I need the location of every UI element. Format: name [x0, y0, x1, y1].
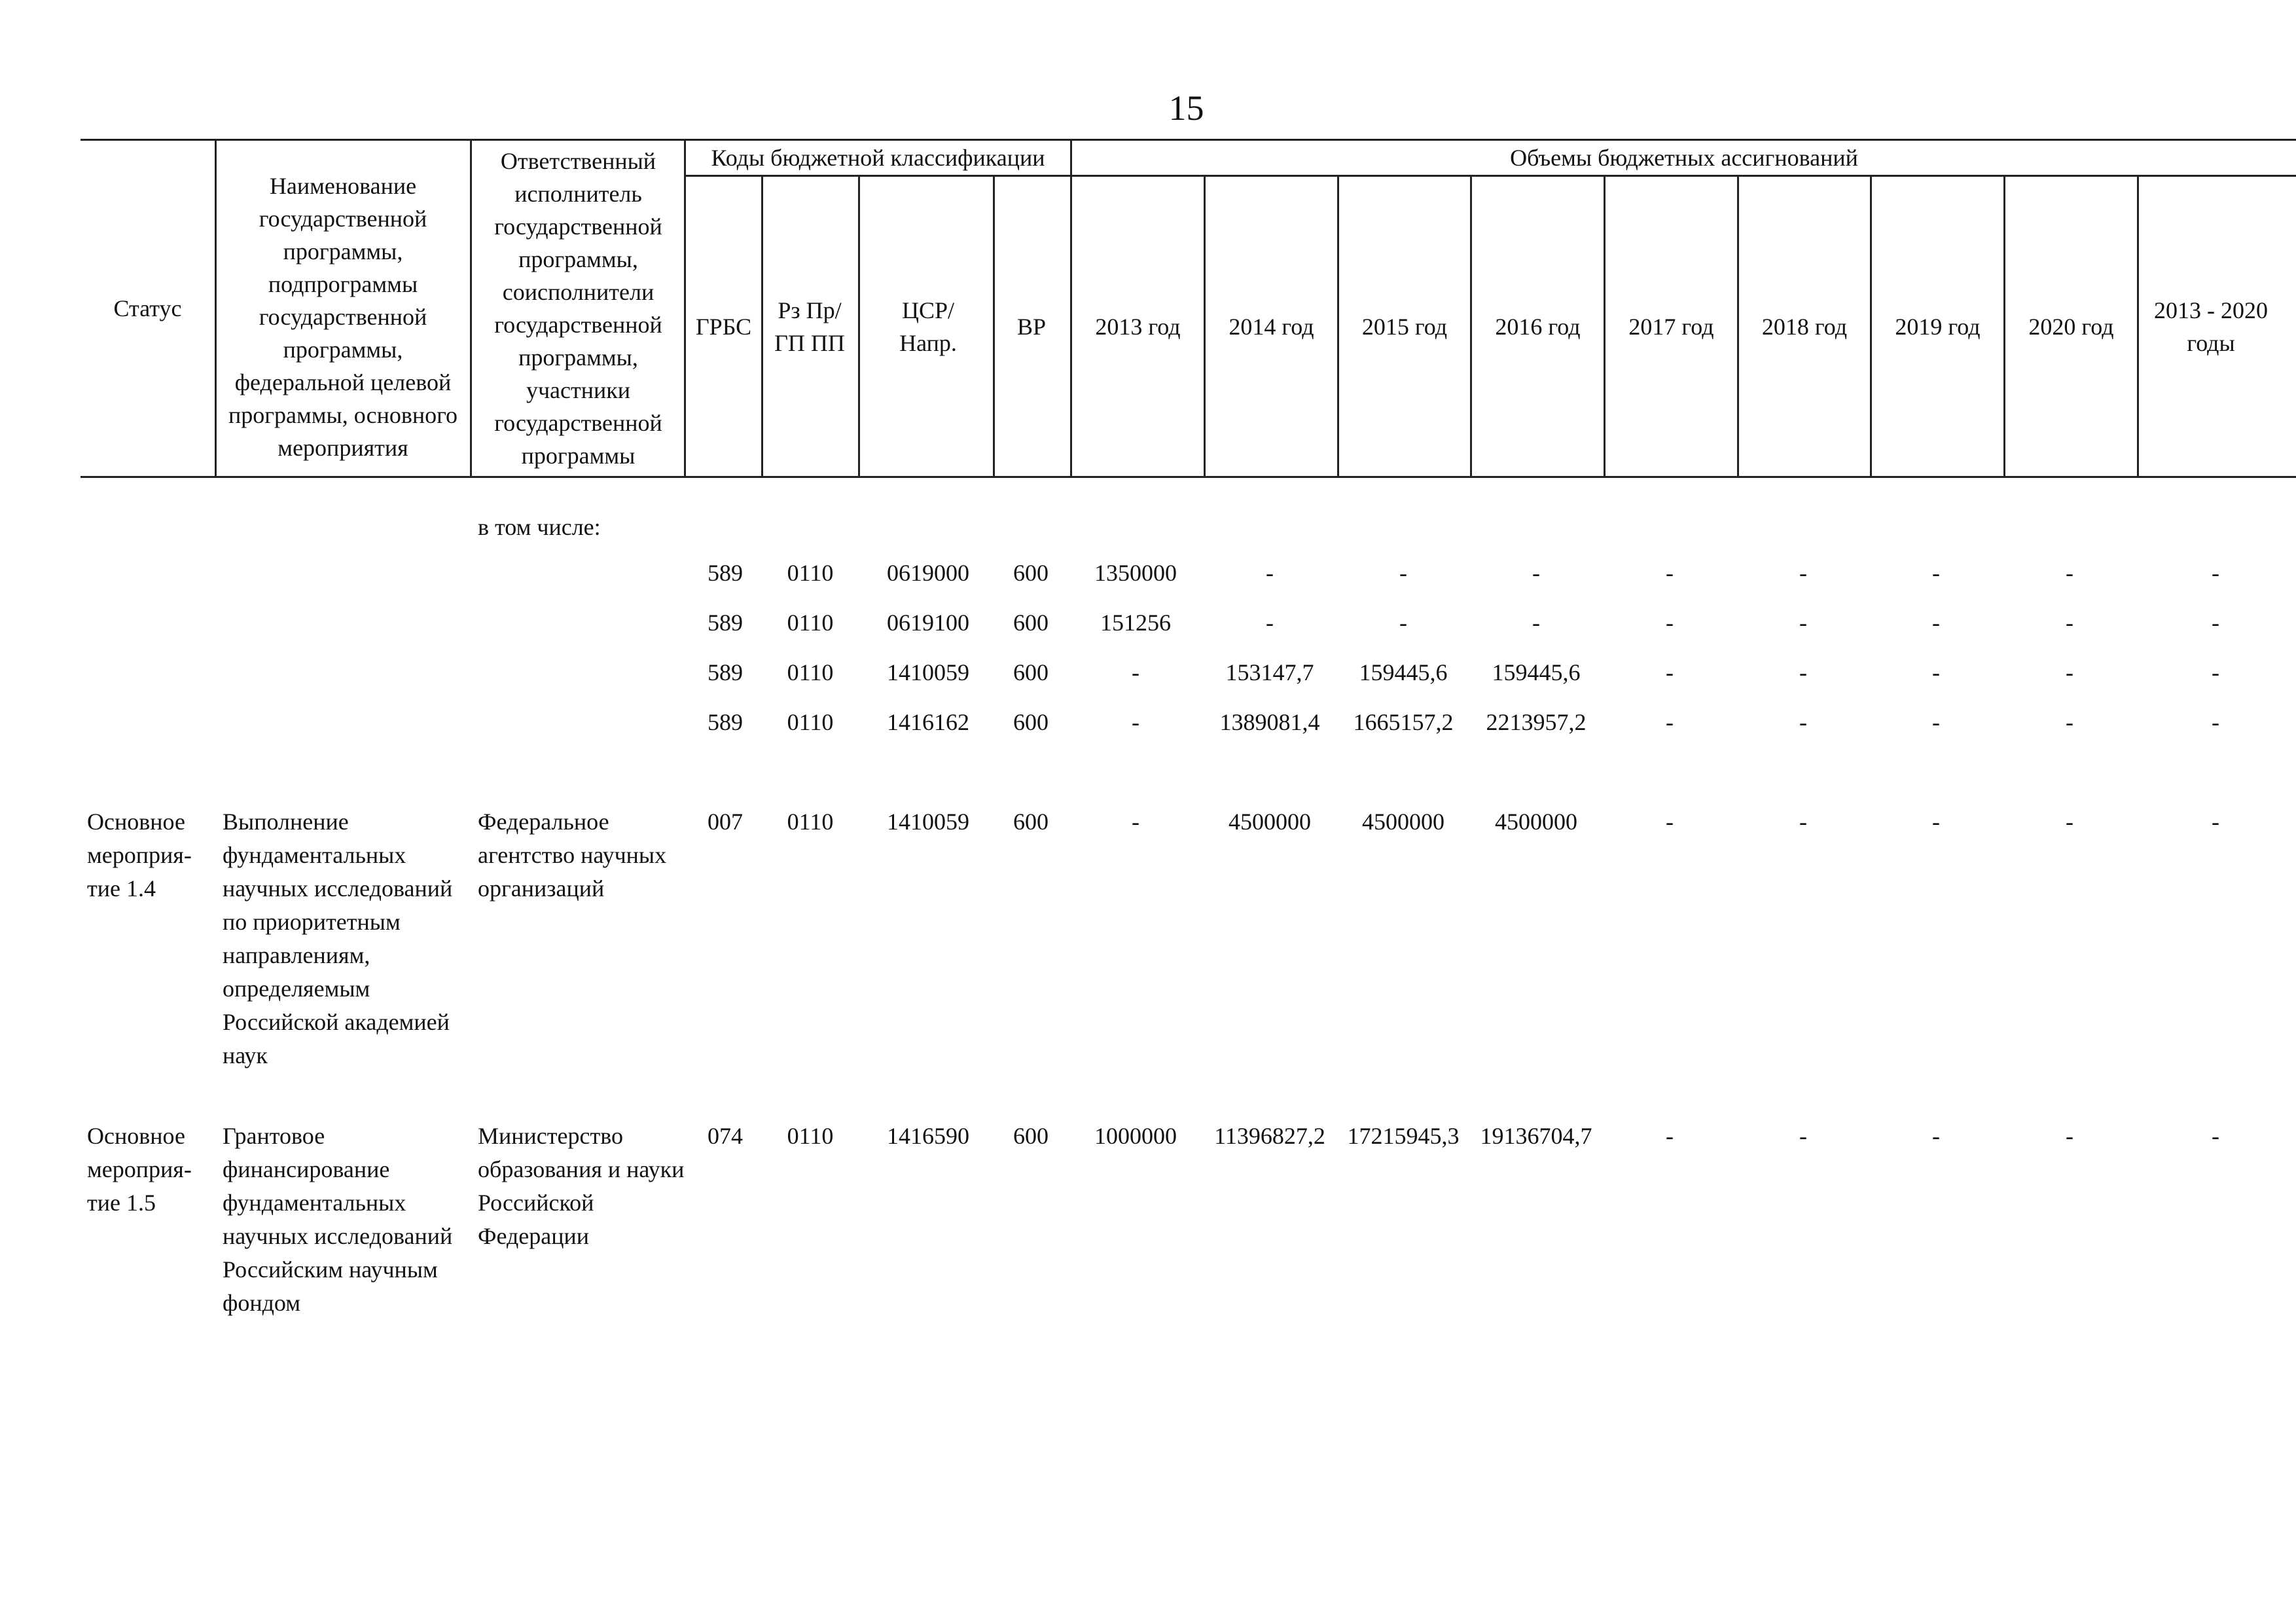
cell-value: 4500000	[1495, 809, 1577, 835]
measure-name: Выполнение фундаментальных научных исследований по приоритетным направлениям, определяемым Российской академией наук	[223, 809, 453, 1068]
header-status: Статус	[113, 295, 182, 321]
cell-vr: 600	[1013, 709, 1049, 735]
cell-value: -	[1132, 809, 1139, 835]
cell-value: 153147,7	[1225, 659, 1314, 685]
header-vr: ВР	[1016, 313, 1047, 340]
cell-value: -	[1799, 1123, 1807, 1149]
cell-value: -	[1532, 610, 1540, 636]
cell-value: -	[1266, 610, 1274, 636]
cell-value: -	[2066, 709, 2073, 735]
cell-value: -	[1799, 659, 1807, 685]
cell-value: -	[1666, 610, 1674, 636]
cell-vr: 600	[1013, 610, 1049, 636]
cell-csr: 1416590	[887, 1123, 969, 1149]
cell-value: 1350000	[1094, 560, 1177, 586]
cell-value: 159445,6	[1359, 659, 1448, 685]
cell-grbs: 074	[708, 1123, 743, 1149]
page-number: 15	[1168, 88, 1204, 128]
cell-value: -	[1932, 560, 1940, 586]
header-program-name: Наименование государственной программы, подпрограммы государственной программы, федеральной целевой программы, основного мероприятия	[228, 172, 458, 461]
cell-value: -	[1266, 560, 1274, 586]
header-csr: ЦСР/ Напр.	[899, 297, 957, 356]
cell-vr: 600	[1013, 1123, 1049, 1149]
measure-executor: Министерство образования и науки Российской Федерации	[478, 1123, 685, 1249]
header-year: 2020 год	[2028, 313, 2114, 340]
cell-value: -	[2212, 809, 2219, 835]
header-year: 2018 год	[1761, 313, 1848, 340]
cell-value: -	[1666, 709, 1674, 735]
cell-value: 1389081,4	[1219, 709, 1320, 735]
cell-grbs: 589	[708, 709, 743, 735]
cell-value: -	[1932, 709, 1940, 735]
cell-rz: 0110	[787, 809, 834, 835]
cell-value: 2213957,2	[1486, 709, 1587, 735]
header-year-total: 2013 - 2020 годы	[2154, 297, 2268, 356]
cell-grbs: 589	[708, 659, 743, 685]
cell-value: -	[1399, 560, 1407, 586]
measure-status: Основное мероприя- тие 1.5	[87, 1123, 192, 1216]
cell-value: 17215945,3	[1347, 1123, 1460, 1149]
cell-rz: 0110	[787, 1123, 834, 1149]
header-year: 2014 год	[1229, 313, 1314, 340]
cell-value: -	[1666, 809, 1674, 835]
header-year: 2016 год	[1495, 313, 1581, 340]
header-rz-pr: Рз Пр/ ГП ПП	[774, 297, 845, 356]
cell-csr: 1416162	[887, 709, 969, 735]
cell-csr: 1410059	[887, 659, 969, 685]
cell-csr: 0619100	[887, 610, 969, 636]
cell-value: 151256	[1100, 610, 1171, 636]
cell-value: -	[2212, 659, 2219, 685]
cell-value: 11396827,2	[1214, 1123, 1325, 1149]
cell-value: -	[2212, 560, 2219, 586]
cell-value: 159445,6	[1492, 659, 1581, 685]
header-year: 2017 год	[1628, 313, 1714, 340]
cell-value: -	[2066, 610, 2073, 636]
cell-value: 1000000	[1094, 1123, 1177, 1149]
cell-value: -	[1799, 809, 1807, 835]
cell-rz: 0110	[787, 709, 834, 735]
cell-value: -	[2212, 610, 2219, 636]
cell-value: -	[1132, 659, 1139, 685]
header-year: 2015 год	[1361, 313, 1448, 340]
header-volumes-group: Объемы бюджетных ассигнований	[1510, 145, 1858, 171]
cell-grbs: 589	[708, 610, 743, 636]
cell-value: -	[1799, 610, 1807, 636]
cell-value: -	[1932, 1123, 1940, 1149]
cell-value: -	[2066, 659, 2073, 685]
cell-csr: 1410059	[887, 809, 969, 835]
header-year: 2013 год	[1095, 313, 1181, 340]
cell-grbs: 007	[708, 809, 743, 835]
measure-status: Основное мероприя- тие 1.4	[87, 809, 192, 902]
cell-value: -	[2066, 809, 2073, 835]
cell-value: -	[1799, 709, 1807, 735]
cell-rz: 0110	[787, 610, 834, 636]
cell-value: -	[1932, 610, 1940, 636]
cell-value: -	[1666, 1123, 1674, 1149]
cell-value: -	[1132, 709, 1139, 735]
measure-executor: Федеральное агентство научных организаций	[478, 809, 667, 902]
cell-value: 4500000	[1229, 809, 1311, 835]
cell-value: -	[1666, 659, 1674, 685]
cell-value: -	[1399, 610, 1407, 636]
cell-vr: 600	[1013, 659, 1049, 685]
cell-csr: 0619000	[887, 560, 969, 586]
cell-rz: 0110	[787, 659, 834, 685]
header-codes-group: Коды бюджетной классификации	[711, 145, 1045, 171]
cell-value: 19136704,7	[1480, 1123, 1592, 1149]
cell-rz: 0110	[787, 560, 834, 586]
cell-value: -	[2066, 1123, 2073, 1149]
cell-value: 1665157,2	[1353, 709, 1454, 735]
cell-grbs: 589	[708, 560, 743, 586]
including-label: в том числе:	[478, 514, 601, 540]
cell-value: -	[2212, 709, 2219, 735]
cell-value: -	[1932, 809, 1940, 835]
cell-vr: 600	[1013, 560, 1049, 586]
header-year: 2019 год	[1895, 313, 1981, 340]
measure-name: Грантовое финансирование фундаментальных научных исследований Российским научным фондом	[223, 1123, 453, 1316]
header-executor: Ответственный исполнитель государственной программы, соисполнители государственной программы, участники государственной программы	[494, 148, 662, 469]
cell-value: -	[1532, 560, 1540, 586]
cell-value: -	[1799, 560, 1807, 586]
cell-vr: 600	[1013, 809, 1049, 835]
cell-value: -	[2066, 560, 2073, 586]
header-grbs: ГРБС	[695, 313, 752, 340]
table-header	[81, 139, 2296, 478]
cell-value: -	[1666, 560, 1674, 586]
cell-value: -	[1932, 659, 1940, 685]
cell-value: 4500000	[1362, 809, 1444, 835]
cell-value: -	[2212, 1123, 2219, 1149]
